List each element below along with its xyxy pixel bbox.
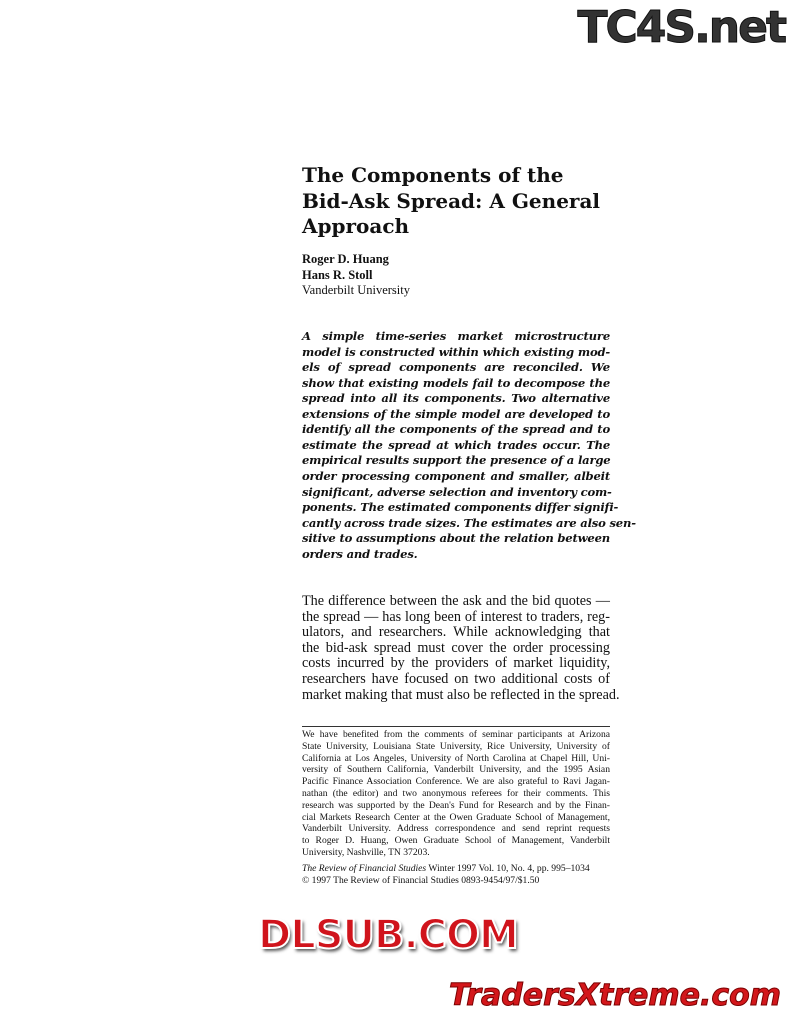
body-line: ulators, and researchers. While acknowledging that [302,624,610,641]
footnote-line: We have benefited from the comments of seminar participants at Arizona [302,729,610,740]
journal-name: The Review of Financial Studies [302,863,427,874]
body-line: The difference between the ask and the bid quotes — [302,593,610,609]
footnote-line: nathan (the editor) and two anonymous referees for their comments. This [302,788,610,799]
footnote-line: research was supported by the Dean's Fund for Research and by the Finan- [302,799,610,811]
footnote-rule [302,726,610,727]
abstract-line: A simple time-series market microstructure [302,329,610,343]
abstract-line: show that existing models fail to decompose the [302,375,610,390]
copyright: © 1997 The Review of Financial Studies 0893-9454/97/$1.50 [302,875,540,886]
author-name: Roger D. Huang [302,252,389,266]
abstract-line: significant, adverse selection and inventory com- [302,484,612,499]
footnote-line: State University, Louisiana State University, Rice University, University of [302,740,610,752]
abstract-line: order processing component and smaller, albeit [302,468,610,483]
abstract-line: ponents. The estimated components differ signifi- [302,500,619,515]
abstract-line: estimate the spread at which trades occur. The [302,437,610,452]
footnote-line: University, Nashville, TN 37203. [302,847,430,858]
title-line: Bid-Ask Spread: A General [302,188,601,213]
body-line: costs incurred by the providers of market liquidity, [302,655,610,672]
author-name: Hans R. Stoll [302,267,373,282]
footnote-line: Vanderbilt University. Address correspondence and send reprint requests [302,823,610,835]
abstract-line: orders and trades. [302,546,418,561]
abstract-line: sitive to assumptions about the relation between [302,531,610,546]
abstract-line: cantly across trade sizes. The estimates are also sen- [302,515,636,530]
body-line: researchers have focused on two additional costs of [302,671,610,687]
body-line: the bid-ask spread must cover the order processing [302,639,610,656]
abstract-line: spread into all its components. Two alternative [302,391,610,406]
watermark-middle-logo: DLSUB.COM [258,912,518,958]
journal-citation [302,863,590,874]
journal-issue: Winter 1997 Vol. 10, No. 4, pp. 995–1034 [426,863,590,874]
abstract-line: identify all the components of the spread and to [302,422,610,437]
abstract-line: els of spread components are reconciled. We [302,360,610,375]
footnote-line: Pacific Finance Association Conference. We are also grateful to Ravi Jagan- [302,776,610,788]
abstract-line: empirical results support the presence of a large [302,453,611,468]
body-line: market making that must also be reflected in the spread. [302,686,620,703]
footnote-line: cial Markets Research Center at the Owen Graduate School of Management, [302,811,610,823]
body-line: the spread — has long been of interest to traders, reg- [302,608,610,625]
abstract-line: extensions of the simple model are developed to [302,406,610,421]
title-line: The Components of the [302,163,564,187]
footnote-line: California at Los Angeles, University of North Carolina at Chapel Hill, Uni- [302,752,610,764]
affiliation: Vanderbilt University [302,283,410,297]
watermark-bottom-logo: TradersXtreme.com [449,978,781,1013]
watermark-top-logo: TC4S.net [577,2,785,53]
footnote-line: to Roger D. Huang, Owen Graduate School of Management, Vanderbilt [302,835,610,847]
title-line: Approach [302,214,410,238]
footnote-line: versity of Southern California, Vanderbilt University, and the 1995 Asian [302,764,610,776]
abstract-line: model is constructed within which existing mod- [302,344,610,359]
